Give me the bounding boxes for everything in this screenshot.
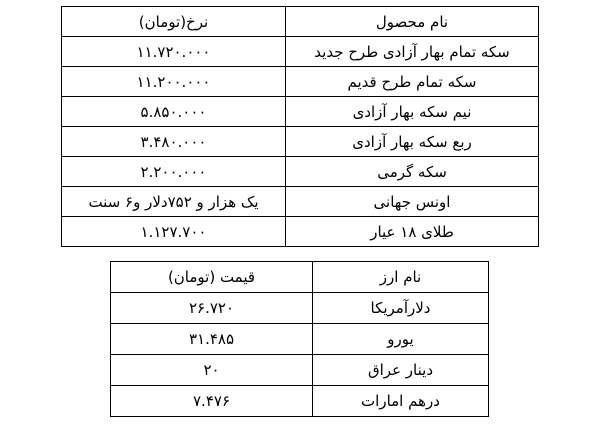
product-name-cell: نیم سکه بهار آزادی [286,97,539,127]
price-cell: ۱.۱۲۷.۷۰۰ [62,217,286,247]
currency-name-cell: یورو [313,324,489,355]
product-name-cell: اونس جهانی [286,187,539,217]
price-cell: ۲۰ [111,355,313,386]
table-row [111,386,489,417]
price-cell: ۳۱.۴۸۵ [111,324,313,355]
price-cell: ۷.۴۷۶ [111,386,313,417]
header-price-toman: قیمت (تومان) [111,262,313,293]
currency-name-cell: دینار عراق [313,355,489,386]
table-row [111,324,489,355]
coin-gold-price-table [61,6,539,247]
table-header-row [62,7,539,37]
table-row [62,217,539,247]
product-name-cell: سکه تمام طرح قدیم [286,67,539,97]
table-row [111,355,489,386]
product-name-cell: سکه تمام بهار آزادی طرح جدید [286,37,539,67]
table-row [62,97,539,127]
price-cell: ۲.۲۰۰.۰۰۰ [62,157,286,187]
price-cell: ۲۶.۷۲۰ [111,293,313,324]
currency-name-cell: درهم امارات [313,386,489,417]
header-price-toman: نرخ(تومان) [62,7,286,37]
table-header-row [111,262,489,293]
price-cell: یک هزار و ۷۵۲دلار و۶ سنت [62,187,286,217]
product-name-cell: ربع سکه بهار آزادی [286,127,539,157]
header-currency-name: نام ارز [313,262,489,293]
price-cell: ۵.۸۵۰.۰۰۰ [62,97,286,127]
currency-price-table [110,261,489,417]
table-row [62,187,539,217]
price-cell: ۱۱.۲۰۰.۰۰۰ [62,67,286,97]
price-cell: ۳.۴۸۰.۰۰۰ [62,127,286,157]
product-name-cell: طلای ۱۸ عیار [286,217,539,247]
header-product-name: نام محصول [286,7,539,37]
table-row [62,157,539,187]
table-row [62,67,539,97]
table-row [111,293,489,324]
currency-name-cell: دلارآمریکا [313,293,489,324]
table-row [62,127,539,157]
table-row [62,37,539,67]
product-name-cell: سکه گرمی [286,157,539,187]
price-cell: ۱۱.۷۲۰.۰۰۰ [62,37,286,67]
